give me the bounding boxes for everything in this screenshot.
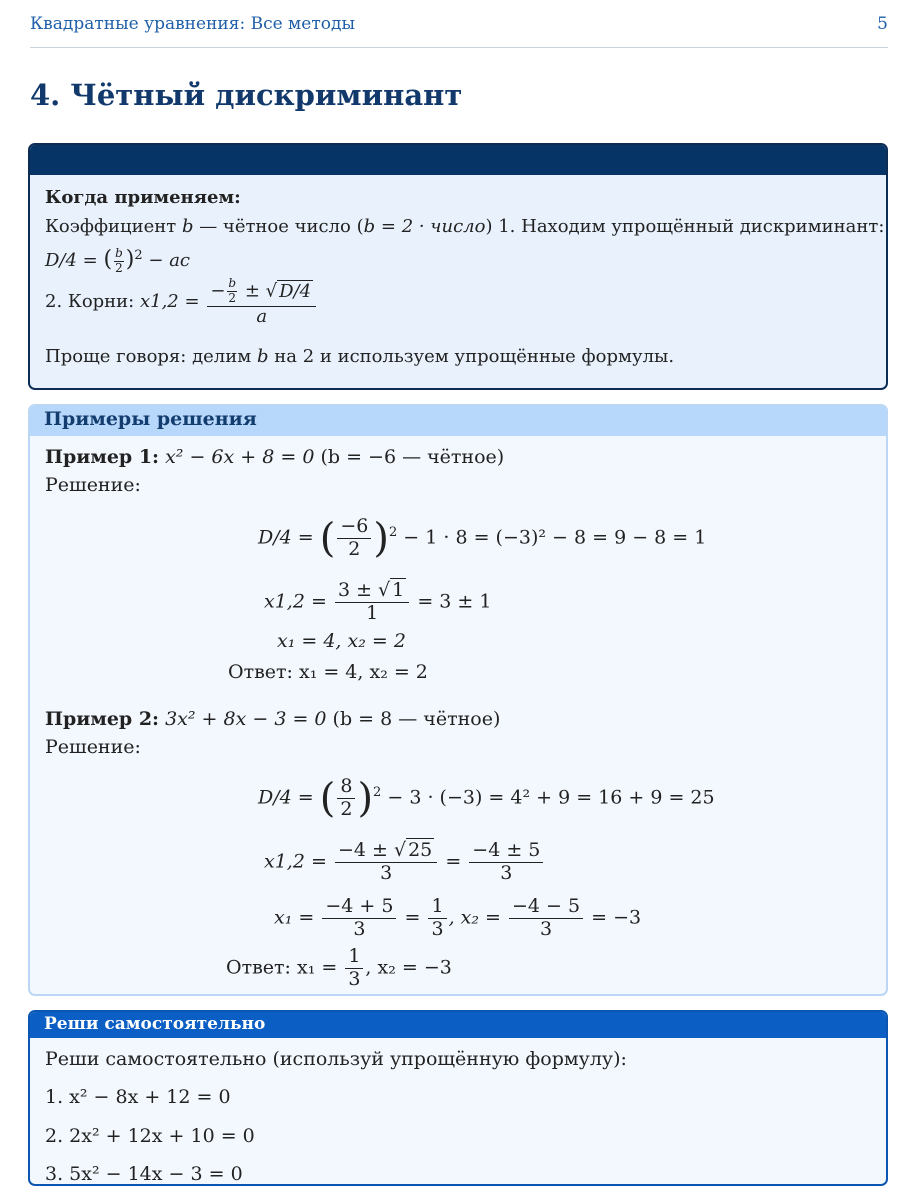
- fraction: [509, 896, 583, 941]
- paren-right: ): [357, 775, 374, 822]
- fraction: [337, 516, 371, 561]
- rule-text: Коэффициент: [45, 216, 177, 237]
- frac-den: 1: [366, 601, 379, 624]
- solution-label: Решение:: [45, 736, 141, 758]
- solution-label: Решение:: [45, 474, 141, 496]
- math-expr: 3 ±: [337, 579, 373, 601]
- roots-label: 2. Корни:: [45, 291, 135, 313]
- math-expr: −4 ±: [337, 839, 388, 861]
- frac-den: 2: [115, 260, 123, 275]
- math-expr: = 3 ± 1: [417, 590, 492, 613]
- paren-left: (: [319, 775, 336, 822]
- frac-den: 3: [500, 861, 513, 884]
- example-label: Пример 1:: [45, 446, 160, 468]
- example-note: (b = −6 — чётное): [320, 446, 505, 468]
- math-expr: −: [210, 280, 226, 302]
- math-expr: x1,2 =: [264, 850, 327, 873]
- example-note: (b = 8 — чётное): [332, 708, 501, 730]
- rule-text: — чётное число (: [199, 216, 364, 237]
- frac-num: 1: [345, 946, 363, 969]
- math-expr: =: [445, 850, 462, 873]
- fraction: [428, 896, 446, 941]
- rule-text: ) 1. Находим упрощённый дискриминант:: [485, 216, 885, 237]
- rule-box-content: [30, 175, 886, 371]
- practice-box: [28, 1010, 888, 1186]
- example-2-roots: [264, 840, 545, 885]
- frac-den: 2: [340, 797, 353, 820]
- rule-line-1: [45, 212, 885, 241]
- page-number: 5: [877, 14, 888, 34]
- roots-fraction: [207, 277, 316, 327]
- frac-den: 3: [431, 917, 444, 940]
- rule-box-titlebar: [30, 145, 886, 175]
- example-2-heading: [45, 708, 500, 730]
- answer-text: Ответ: x₁ =: [226, 956, 338, 979]
- example-equation: x² − 6x + 8 = 0: [165, 446, 315, 468]
- math-expr: =: [404, 906, 421, 929]
- rule-summary: [45, 342, 871, 371]
- frac-num: −6: [337, 516, 371, 539]
- exponent: 2: [373, 785, 382, 801]
- math-var: b: [181, 216, 194, 237]
- math-expr: D/4 =: [45, 250, 98, 271]
- frac-num: b: [115, 245, 123, 260]
- paren-left: (: [103, 247, 113, 272]
- frac-den: 3: [380, 861, 393, 884]
- examples-box-title: Примеры решения: [30, 406, 886, 436]
- simplified-discriminant-formula: [45, 241, 871, 275]
- when-heading: Когда применяем:: [45, 187, 241, 208]
- frac-num: −4 ± √ 25: [335, 840, 437, 863]
- frac-num: − $\frac{b}{2}$ ± √ D/4: [207, 277, 316, 307]
- running-title: Квадратные уравнения: Все методы: [30, 14, 355, 34]
- math-expr: b = 2 · число: [363, 216, 486, 237]
- example-equation: 3x² + 8x − 3 = 0: [165, 708, 327, 730]
- frac-den: 3: [539, 917, 553, 940]
- frac-num: −4 + 5: [322, 896, 396, 919]
- frac-den: 3: [348, 967, 361, 990]
- rule-text: на 2 и используем упрощённые формулы.: [274, 345, 675, 367]
- answer-text: , x₂ = −3: [365, 956, 452, 979]
- math-expr: x1,2 =: [264, 590, 327, 613]
- math-var: b: [256, 345, 269, 367]
- practice-intro: Реши самостоятельно (используй упрощённую формулу):: [45, 1048, 627, 1070]
- example-1-answer: Ответ: x₁ = 4, x₂ = 2: [228, 661, 428, 683]
- fraction: [337, 776, 355, 821]
- fraction-b-over-2: [114, 247, 124, 276]
- practice-item-1: 1. x² − 8x + 12 = 0: [45, 1086, 231, 1108]
- frac-den: 2: [348, 537, 361, 560]
- frac-num: 8: [337, 776, 355, 799]
- paren-left: (: [319, 515, 336, 562]
- running-header: [30, 14, 888, 48]
- example-2-answer: [226, 946, 452, 991]
- frac-num: b: [228, 276, 237, 291]
- fraction: [335, 840, 437, 885]
- fraction: [322, 896, 396, 941]
- sqrt-radicand: 25: [408, 839, 433, 861]
- frac-num: −4 − 5: [509, 896, 583, 919]
- examples-box: [28, 404, 888, 996]
- fraction: [345, 946, 363, 991]
- frac-num: 1: [428, 896, 446, 919]
- math-expr: ±: [244, 280, 260, 302]
- math-expr: = −3: [591, 906, 642, 929]
- example-1-separate-roots: x₁ = 4, x₂ = 2: [277, 630, 406, 652]
- fraction: [335, 580, 409, 625]
- fraction-b-over-2: [227, 277, 237, 306]
- math-expr: D/4 =: [258, 786, 314, 809]
- sqrt-radicand: D/4: [279, 280, 312, 302]
- example-1-roots: [264, 580, 491, 625]
- sqrt-radicand: 1: [392, 579, 405, 601]
- example-1-heading: [45, 446, 504, 468]
- rule-box: [28, 143, 888, 390]
- math-expr: − ac: [148, 250, 191, 271]
- frac-den: 3: [353, 917, 366, 940]
- example-2-separate-roots: [274, 896, 641, 941]
- exponent: 2: [134, 248, 143, 263]
- frac-num: 3 ± √ 1: [335, 580, 409, 603]
- section-title: 4. Чётный дискриминант: [30, 78, 463, 112]
- paren-right: ): [125, 247, 135, 272]
- frac-num: −4 ± 5: [469, 840, 543, 863]
- roots-formula: [45, 277, 871, 327]
- practice-box-title: Реши самостоятельно: [30, 1012, 886, 1038]
- practice-item-2: 2. 2x² + 12x + 10 = 0: [45, 1125, 255, 1147]
- rule-text: Проще говоря: делим: [45, 345, 252, 367]
- example-2-d4: [258, 776, 715, 821]
- math-expr: − 1 · 8 = (−3)² − 8 = 9 − 8 = 1: [403, 526, 707, 549]
- fraction: [469, 840, 543, 885]
- frac-den: 2: [228, 291, 237, 306]
- math-expr: , x₂ =: [448, 906, 501, 929]
- math-expr: x1,2 =: [139, 291, 200, 313]
- example-1-d4: [258, 516, 706, 561]
- paren-right: ): [373, 515, 389, 562]
- frac-den: a: [256, 305, 268, 327]
- math-expr: − 3 · (−3) = 4² + 9 = 16 + 9 = 25: [387, 786, 715, 809]
- math-expr: x₁ =: [274, 906, 315, 929]
- example-label: Пример 2:: [45, 708, 160, 730]
- practice-item-3: 3. 5x² − 14x − 3 = 0: [45, 1163, 243, 1185]
- math-expr: D/4 =: [258, 526, 314, 549]
- exponent: 2: [388, 525, 398, 541]
